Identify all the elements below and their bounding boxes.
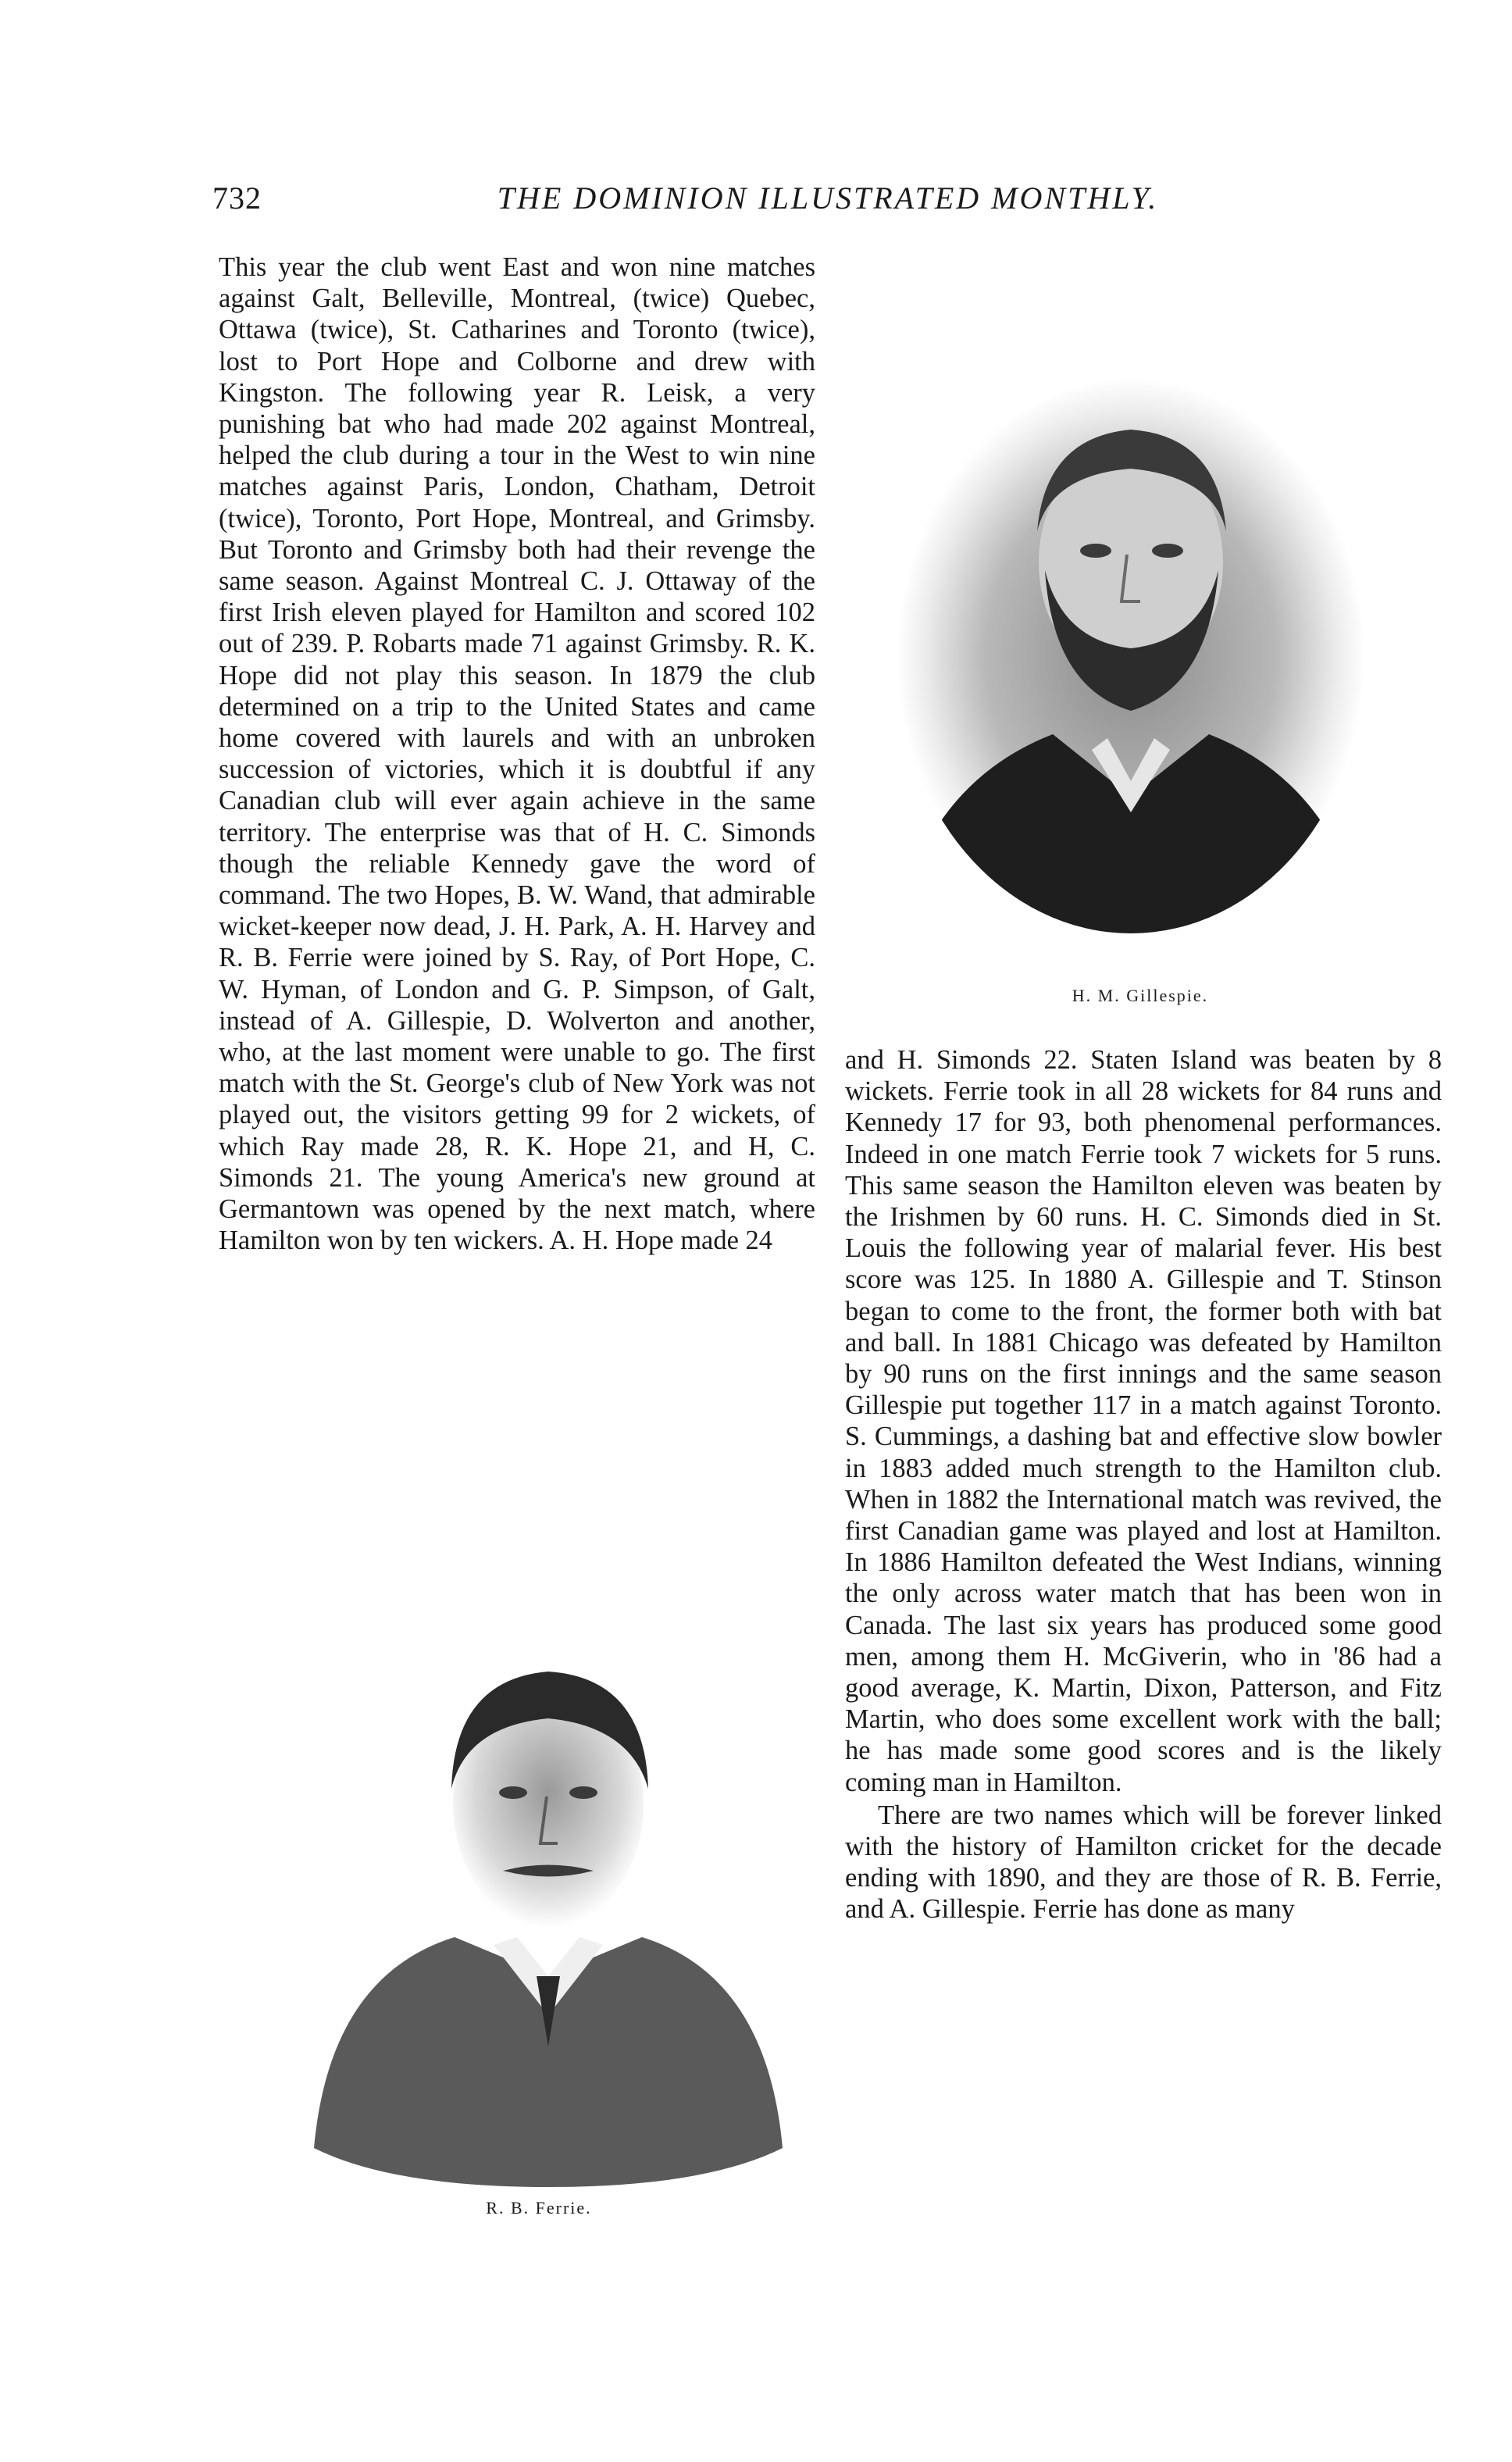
portrait-ferrie [298,1609,798,2187]
running-title: THE DOMINION ILLUSTRATED MONTHLY. [497,180,1159,216]
right-column-paragraph-1: and H. Simonds 22. Staten Island was beaten by 8 wickets. Ferrie took in all 28 wickets for 84 runs and Kennedy 17 for 93, both phenomenal performances. Indeed in one match Ferrie took 7 wickets for 5 runs. This same season the Hamilton eleven was beaten by the Irishmen by 60 runs. H. C. Simonds died in St. Louis the following year of malarial fever. His best score was 125. In 1880 A. Gillespie and T. Stinson began to come to the front, the former both with bat and ball. In 1881 Chicago was defeated by Hamilton by 90 runs on the first innings and the same season Gillespie put together 117 in a match against Toronto. S. Cummings, a dashing bat and effective slow bowler in 1883 added much strength to the Hamilton club. When in 1882 the International match was revived, the first Canadian game was played and lost at Hamilton. In 1886 Hamilton defeated the West Indians, winning the only across water match that has been won in Canada. The last six years has produced some good men, among them H. McGiverin, who in '86 had a good average, K. Martin, Dixon, Patterson, and Fitz Martin, who does some excellent work with the ball; he has made some good scores and is the likely coming man in Hamilton. [845,1045,1442,1797]
page-number: 732 [212,180,262,216]
caption-gillespie: H. M. Gillespie. [1072,986,1209,1005]
right-column [845,1044,1442,1925]
left-eye [499,1786,527,1799]
right-eye [569,1786,597,1799]
right-column-paragraph-2: There are two names which will be forever linked with the history of Hamilton cricket for the decade ending with 1890, and they are those of R. B. Ferrie, and A. Gillespie. Ferrie has done as many [845,1800,1442,1925]
caption-ferrie: R. B. Ferrie. [486,2198,592,2218]
right-eye [1152,544,1183,558]
portrait-gillespie [858,344,1404,969]
portrait-ferrie-image [298,1609,798,2187]
left-column [219,252,815,1257]
tweed-jacket [314,1937,783,2187]
left-eye [1080,544,1111,558]
left-column-paragraph: This year the club went East and won nine matches against Galt, Belleville, Montreal, (twice) Quebec, Ottawa (twice), St. Catharines and Toronto (twice), lost to Port Hope and Colborne and drew with Kingston. The following year R. Leisk, a very punishing bat who had made 202 against Montreal, helped the club during a tour in the West to win nine matches against Paris, London, Chatham, Detroit (twice), Toronto, Port Hope, Montreal, and Grimsby. But Toronto and Grimsby both had their revenge the same season. Against Montreal C. J. Ottaway of the first Irish eleven played for Hamilton and scored 102 out of 239. P. Robarts made 71 against Grimsby. R. K. Hope did not play this season. In 1879 the club determined on a trip to the United States and came home covered with laurels and with an unbroken succession of victories, which it is doubtful if any Canadian club will ever again achieve in the same territory. The enterprise was that of H. C. Simonds though the reliable Kennedy gave the word of command. The two Hopes, B. W. Wand, that admirable wicket-keeper now dead, J. H. Park, A. H. Harvey and R. B. Ferrie were joined by S. Ray, of Port Hope, C. W. Hyman, of London and G. P. Simpson, of Galt, instead of A. Gillespie, D. Wolverton and another, who, at the last moment were unable to go. The first match with the St. George's club of New York was not played out, the visitors getting 99 for 2 wickets, of which Ray made 28, R. K. Hope 21, and H, C. Simonds 21. The young America's new ground at Germantown was opened by the next match, where Hamilton won by ten wickers. A. H. Hope made 24 [219,252,815,1256]
portrait-gillespie-image [858,344,1404,969]
